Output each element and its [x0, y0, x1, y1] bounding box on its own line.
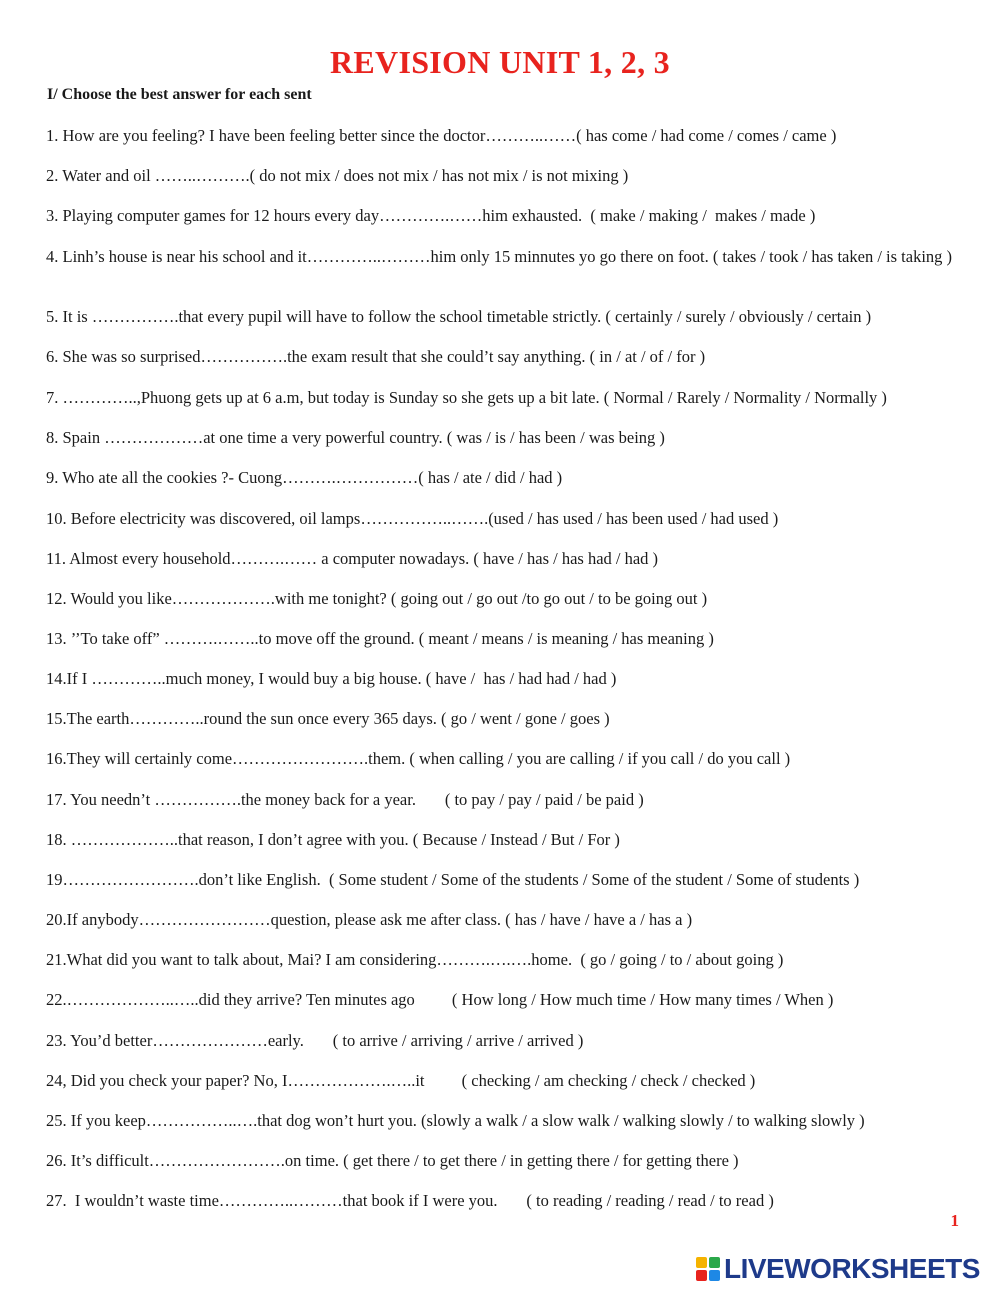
question-27: 27. I wouldn’t waste time…………..………that book if I were you. ( to reading / reading / read / to read ) [46, 1191, 774, 1210]
question-13: 13. ’’To take off” ……….……..to move off the ground. ( meant / means / is meaning / has meaning ) [46, 629, 714, 648]
question-25: 25. If you keep……………..….that dog won’t hurt you. (slowly a walk / a slow walk / walking slowly / to walking slowly ) [46, 1111, 865, 1130]
question-16: 16.They will certainly come…………………….them. ( when calling / you are calling / if you call / do you call ) [46, 749, 791, 768]
question-8: 8. Spain ………………at one time a very powerful country. ( was / is / has been / was being ) [46, 428, 665, 447]
liveworksheets-logo[interactable] [696, 1252, 980, 1286]
question-6: 6. She was so surprised…………….the exam result that she could’t say anything. ( in / at / of / for ) [46, 347, 706, 366]
question-4: 4. Linh’s house is near his school and it…………..………him only 15 minnutes yo go there on foot. ( takes / took / has taken / is taking ) [46, 247, 953, 266]
question-1: 1. How are you feeling? I have been feeling better since the doctor………..……( has come / had come / comes / came ) [46, 126, 837, 145]
page-number: 1 [950, 1211, 959, 1230]
question-26: 26. It’s difficult…………………….on time. ( get there / to get there / in getting there / for getting there ) [46, 1151, 739, 1170]
question-17: 17. You needn’t …………….the money back for a year. ( to pay / pay / paid / be paid ) [46, 790, 644, 809]
logo-square [709, 1257, 720, 1268]
question-10: 10. Before electricity was discovered, oil lamps……………..…….(used / has used / has been used / had used ) [46, 509, 779, 528]
logo-square [696, 1257, 707, 1268]
question-3: 3. Playing computer games for 12 hours every day………….……him exhausted. ( make / making / makes / made ) [46, 206, 816, 225]
question-7: 7. …………..,Phuong gets up at 6 a.m, but today is Sunday so she gets up a bit late. ( Normal / Rarely / Normality / Normally ) [46, 388, 887, 407]
logo-square [709, 1270, 720, 1281]
logo-square [696, 1270, 707, 1281]
question-9: 9. Who ate all the cookies ?- Cuong……….……………( has / ate / did / had ) [46, 468, 563, 487]
question-11: 11. Almost every household……….…… a computer nowadays. ( have / has / has had / had ) [46, 549, 659, 568]
question-18: 18. ………………..that reason, I don’t agree with you. ( Because / Instead / But / For ) [46, 830, 620, 849]
question-19: 19…………………….don’t like English. ( Some student / Some of the students / Some of the student / Some of students ) [46, 870, 860, 889]
question-2: 2. Water and oil ……..……….( do not mix / does not mix / has not mix / is not mixing ) [46, 166, 629, 185]
question-24: 24, Did you check your paper? No, I……………….…..it ( checking / am checking / check / checked ) [46, 1071, 756, 1090]
liveworksheets-logo-icon [696, 1257, 720, 1281]
question-5: 5. It is …………….that every pupil will have to follow the school timetable strictly. ( certainly / surely / obviously / certain ) [46, 307, 872, 326]
logo-text: LIVEWORKSHEETS [724, 1253, 980, 1284]
question-20: 20.If anybody……………………question, please ask me after class. ( has / have / have a / has a ) [46, 910, 693, 929]
section-instruction: I/ Choose the best answer for each sent [47, 86, 312, 103]
page-title: REVISION UNIT 1, 2, 3 [329, 44, 670, 80]
question-12: 12. Would you like……………….with me tonight? ( going out / go out /to go out / to be going out ) [46, 589, 708, 608]
question-22: 22.………………..…..did they arrive? Ten minutes ago ( How long / How much time / How many times / When ) [46, 990, 834, 1009]
question-15: 15.The earth…………..round the sun once every 365 days. ( go / went / gone / goes ) [46, 709, 610, 728]
question-14: 14.If I …………..much money, I would buy a big house. ( have / has / had had / had ) [46, 669, 617, 688]
question-23: 23. You’d better…………………early. ( to arrive / arriving / arrive / arrived ) [46, 1031, 584, 1050]
question-21: 21.What did you want to talk about, Mai? I am considering……….….….home. ( go / going / to / about going ) [46, 950, 784, 969]
